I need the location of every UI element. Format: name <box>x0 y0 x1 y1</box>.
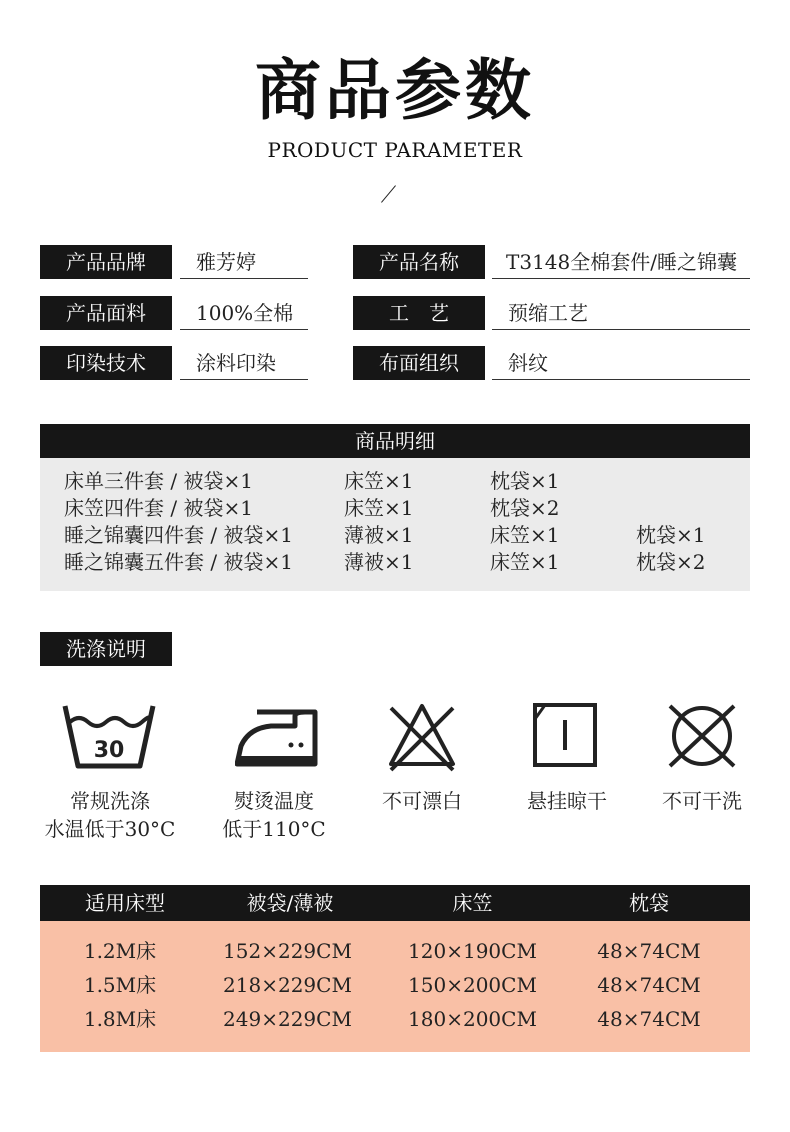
details-row-3-col-1: 睡之锦囊四件套 / 被袋×1 <box>64 523 293 547</box>
param-value-craft: 预缩工艺 <box>492 296 750 330</box>
details-row-1-col-3: 枕袋×1 <box>490 469 560 493</box>
details-row-2-col-3: 枕袋×2 <box>490 496 560 520</box>
wash-title: 洗涤说明 <box>40 632 172 666</box>
details-row-1-col-2: 床笠×1 <box>344 469 414 493</box>
size-row-2-duvet: 218×229CM <box>223 973 352 997</box>
page-subtitle: PRODUCT PARAMETER <box>267 138 523 162</box>
size-header-pillowcase: 枕袋 <box>629 891 669 915</box>
details-row-3-col-4: 枕袋×1 <box>636 523 706 547</box>
wash-tub-number: 30 <box>93 738 125 763</box>
wash-label-5: 不可干洗 <box>662 789 742 813</box>
details-row-2-col-2: 床笠×1 <box>344 496 414 520</box>
wash-sublabel-2: 低于110°C <box>222 817 326 841</box>
size-header-duvet: 被袋/薄被 <box>246 891 334 915</box>
param-label-printing: 印染技术 <box>40 346 172 380</box>
details-row-3-col-2: 薄被×1 <box>344 523 414 547</box>
size-row-2-fitted: 150×200CM <box>408 973 537 997</box>
size-row-3-pillow: 48×74CM <box>597 1007 701 1031</box>
wash-tub-30-icon <box>60 700 158 772</box>
param-value-printing: 涂料印染 <box>180 346 308 380</box>
size-row-3-duvet: 249×229CM <box>223 1007 352 1031</box>
size-row-3-fitted: 180×200CM <box>408 1007 537 1031</box>
size-row-1-duvet: 152×229CM <box>223 939 352 963</box>
hang-dry-icon <box>532 702 598 768</box>
page-title: 商品参数 <box>255 51 535 129</box>
param-label-craft: 工 艺 <box>353 296 485 330</box>
param-value-name: T3148全棉套件/睡之锦囊 <box>492 245 750 279</box>
details-row-3-col-3: 床笠×1 <box>490 523 560 547</box>
details-title: 商品明细 <box>40 424 750 458</box>
param-value-weave: 斜纹 <box>492 346 750 380</box>
param-label-fabric: 产品面料 <box>40 296 172 330</box>
wash-label-1: 常规洗涤 <box>70 789 150 813</box>
wash-label-4: 悬挂晾干 <box>527 789 607 813</box>
iron-icon <box>235 708 321 770</box>
size-row-2-pillow: 48×74CM <box>597 973 701 997</box>
size-row-1-pillow: 48×74CM <box>597 939 701 963</box>
details-row-2-col-1: 床笠四件套 / 被袋×1 <box>64 496 253 520</box>
wash-sublabel-1: 水温低于30°C <box>44 817 176 841</box>
details-row-1-col-1: 床单三件套 / 被袋×1 <box>64 469 253 493</box>
param-label-brand: 产品品牌 <box>40 245 172 279</box>
details-row-4-col-4: 枕袋×2 <box>636 550 706 574</box>
details-row-4-col-1: 睡之锦囊五件套 / 被袋×1 <box>64 550 293 574</box>
size-row-2-bed: 1.5M床 <box>83 973 157 997</box>
details-row-4-col-2: 薄被×1 <box>344 550 414 574</box>
size-row-1-bed: 1.2M床 <box>83 939 157 963</box>
no-bleach-icon <box>387 700 457 774</box>
wash-label-3: 不可漂白 <box>382 789 462 813</box>
details-row-4-col-3: 床笠×1 <box>490 550 560 574</box>
param-label-name: 产品名称 <box>353 245 485 279</box>
no-dry-clean-icon <box>666 702 738 770</box>
param-value-fabric: 100%全棉 <box>180 296 308 330</box>
divider-slash <box>381 185 396 202</box>
size-header-fitted-sheet: 床笠 <box>452 891 493 915</box>
wash-label-2: 熨烫温度 <box>234 789 314 813</box>
param-value-brand: 雅芳婷 <box>180 245 308 279</box>
size-row-3-bed: 1.8M床 <box>83 1007 157 1031</box>
size-header-bed-type: 适用床型 <box>85 891 165 915</box>
param-label-weave: 布面组织 <box>353 346 485 380</box>
size-row-1-fitted: 120×190CM <box>408 939 537 963</box>
